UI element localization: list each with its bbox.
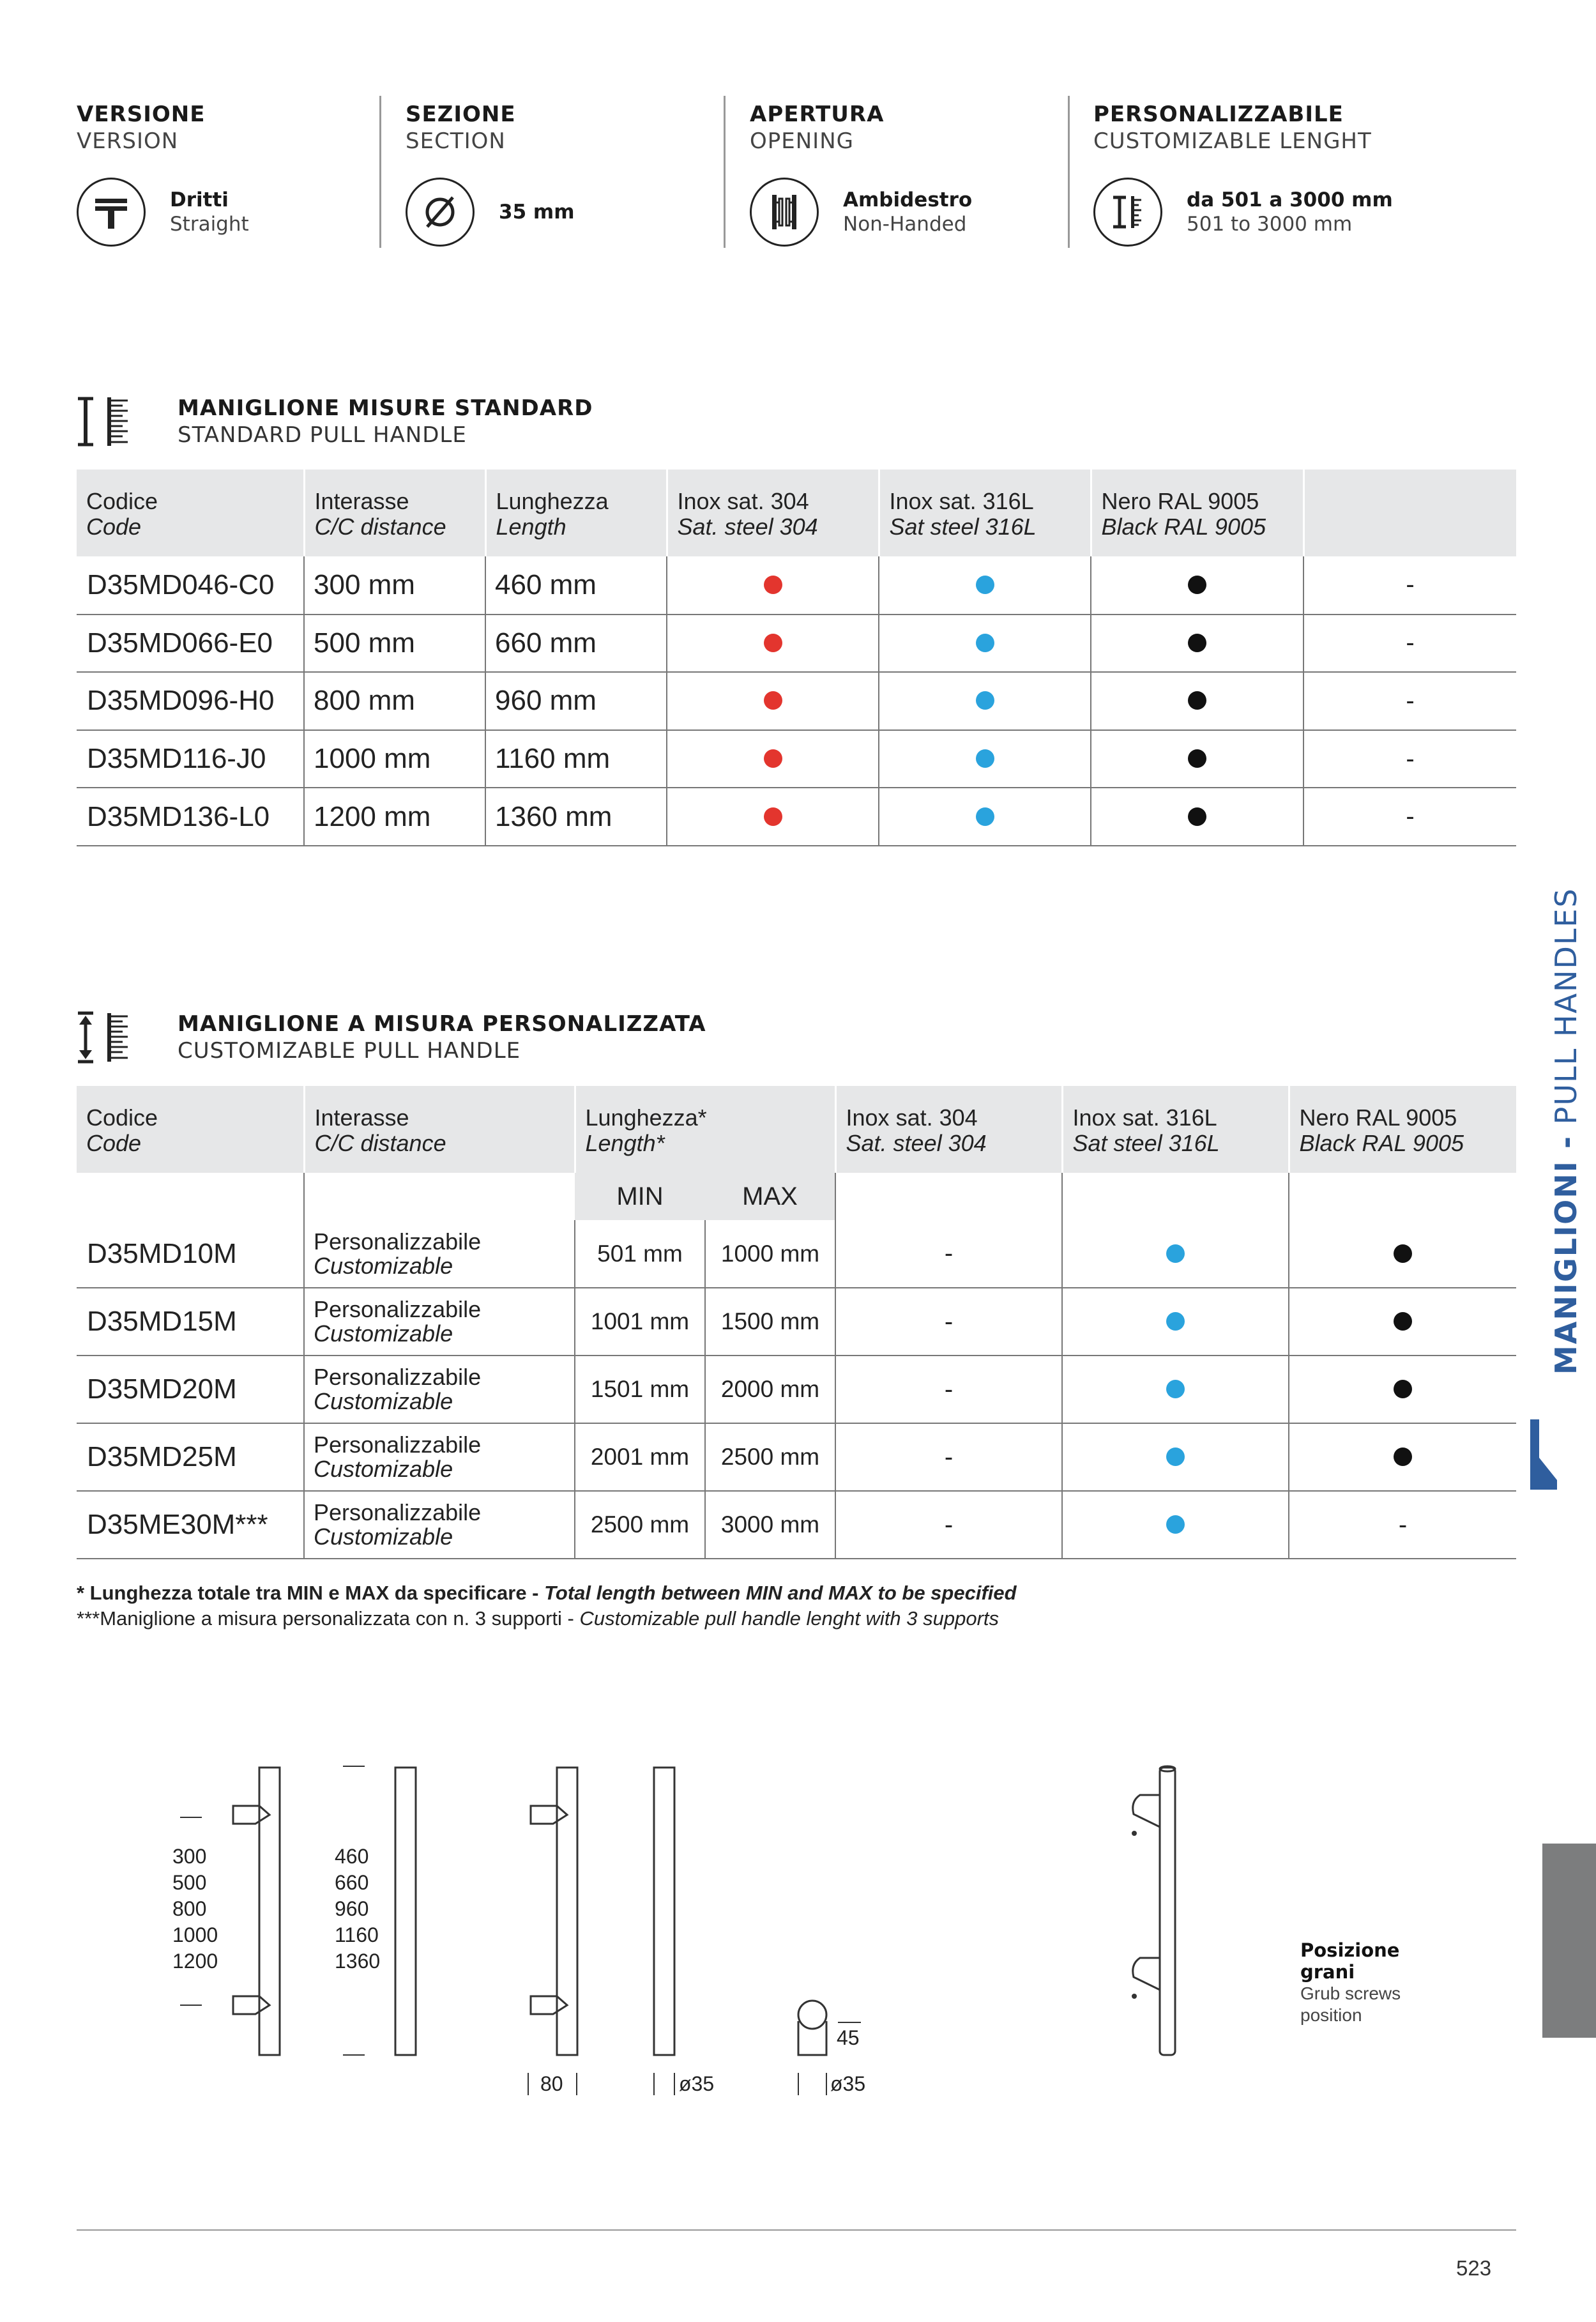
cell-length: 660 mm bbox=[485, 615, 667, 673]
cell-min: 2500 mm bbox=[575, 1491, 705, 1559]
cell-dash: - bbox=[1303, 556, 1516, 615]
standoff-detail bbox=[798, 2021, 826, 2055]
handle-front-bar-2 bbox=[654, 1768, 674, 2055]
cell-cc: 1000 mm bbox=[304, 730, 485, 788]
cell-cc: 800 mm bbox=[304, 672, 485, 730]
cell-cc: Personalizzabile Customizable bbox=[304, 1220, 575, 1288]
spec-version-value: Dritti bbox=[170, 188, 229, 211]
cell-code: D35MD20M bbox=[77, 1356, 304, 1423]
header-black: Nero RAL 9005 Black RAL 9005 bbox=[1091, 470, 1303, 556]
cell-dash: - bbox=[1303, 730, 1516, 788]
spec-version-subtitle: VERSION bbox=[77, 128, 179, 154]
footnote-length: * Lunghezza totale tra MIN e MAX da specificare - Total length between MIN and MAX to be specified bbox=[77, 1582, 1017, 1604]
cell-dash: - bbox=[835, 1356, 1062, 1423]
section-side-tab bbox=[1521, 875, 1583, 1399]
min-label: MIN bbox=[575, 1173, 705, 1220]
header-code: Codice Code bbox=[77, 1086, 304, 1173]
cell-max: 1000 mm bbox=[705, 1220, 835, 1288]
custom-subtitle: CUSTOMIZABLE PULL HANDLE bbox=[178, 1038, 521, 1064]
handle-side-bar bbox=[259, 1768, 280, 2055]
cell-length: 460 mm bbox=[485, 556, 667, 615]
cell-code: D35MD096-H0 bbox=[77, 672, 304, 730]
cell-dash: - bbox=[1303, 672, 1516, 730]
cell-code: D35MD136-L0 bbox=[77, 788, 304, 846]
cell-max: 2500 mm bbox=[705, 1423, 835, 1491]
cell-cc: 500 mm bbox=[304, 615, 485, 673]
max-label: MAX bbox=[705, 1173, 835, 1220]
grub-screw-handle bbox=[1160, 1768, 1175, 2055]
grub-screw-icon bbox=[1132, 1831, 1137, 1836]
spec-custom-value-en: 501 to 3000 mm bbox=[1187, 213, 1353, 236]
standoff-top bbox=[233, 1806, 270, 1824]
header-steel-304: Inox sat. 304 Sat. steel 304 bbox=[667, 470, 879, 556]
page-number: 523 bbox=[1456, 2256, 1492, 2280]
cell-min: 1501 mm bbox=[575, 1356, 705, 1423]
cell-dash: - bbox=[835, 1423, 1062, 1491]
diameter-dimension: ø35 bbox=[679, 2072, 715, 2095]
standard-title: MANIGLIONE MISURE STANDARD bbox=[178, 395, 593, 421]
cell-code: D35MD066-E0 bbox=[77, 615, 304, 673]
custom-title: MANIGLIONE A MISURA PERSONALIZZATA bbox=[178, 1011, 706, 1037]
footnote-supports: ***Maniglione a misura personalizzata con n. 3 supporti - Customizable pull handle lenght with 3 supports bbox=[77, 1607, 999, 1630]
cell-max: 3000 mm bbox=[705, 1491, 835, 1559]
spec-custom-title: PERSONALIZZABILE bbox=[1093, 102, 1344, 127]
side-tab-thin: PULL HANDLES bbox=[1549, 887, 1583, 1135]
cell-min: 2001 mm bbox=[575, 1423, 705, 1491]
spec-opening-value-en: Non-Handed bbox=[843, 213, 967, 236]
cell-cc: Personalizzabile Customizable bbox=[304, 1423, 575, 1491]
cell-code: D35ME30M*** bbox=[77, 1491, 304, 1559]
handle-side-bar-2 bbox=[557, 1768, 577, 2055]
header-black: Nero RAL 9005 Black RAL 9005 bbox=[1289, 1086, 1516, 1173]
cell-cc: Personalizzabile Customizable bbox=[304, 1491, 575, 1559]
cell-dash: - bbox=[1303, 788, 1516, 846]
spec-custom-value: da 501 a 3000 mm bbox=[1187, 188, 1393, 211]
spec-custom-subtitle: CUSTOMIZABLE LENGHT bbox=[1093, 128, 1372, 154]
cell-dash: - bbox=[1303, 615, 1516, 673]
cell-code: D35MD10M bbox=[77, 1220, 304, 1288]
cell-cc: 1200 mm bbox=[304, 788, 485, 846]
header-steel-304: Inox sat. 304 Sat. steel 304 bbox=[835, 1086, 1062, 1173]
header-length: Lunghezza* Length* bbox=[575, 1086, 835, 1173]
header-cc: Interasse C/C distance bbox=[304, 1086, 575, 1173]
gray-tab-marker bbox=[1542, 1844, 1596, 2038]
cell-length: 1160 mm bbox=[485, 730, 667, 788]
header-length: Lunghezza Length bbox=[485, 470, 667, 556]
cell-cc: Personalizzabile Customizable bbox=[304, 1356, 575, 1423]
side-tab-bold: MANIGLIONI - bbox=[1549, 1135, 1583, 1375]
cell-cc: 300 mm bbox=[304, 556, 485, 615]
cell-max: 1500 mm bbox=[705, 1288, 835, 1356]
cell-max: 2000 mm bbox=[705, 1356, 835, 1423]
cell-min: 1001 mm bbox=[575, 1288, 705, 1356]
cell-code: D35MD25M bbox=[77, 1423, 304, 1491]
cell-dash: - bbox=[835, 1491, 1062, 1559]
cell-code: D35MD116-J0 bbox=[77, 730, 304, 788]
handle-brand-icon bbox=[1528, 1419, 1560, 1490]
grub-screw-icon bbox=[1132, 1994, 1137, 1999]
spec-section-subtitle: SECTION bbox=[406, 128, 506, 154]
header-code: Codice Code bbox=[77, 470, 304, 556]
cc-dimension-list: 300 500 800 1000 1200 bbox=[172, 1845, 218, 1973]
header-steel-316: Inox sat. 316L Sat steel 316L bbox=[1062, 1086, 1289, 1173]
spec-section-title: SEZIONE bbox=[406, 102, 516, 127]
cell-length: 1360 mm bbox=[485, 788, 667, 846]
spec-version-value-en: Straight bbox=[170, 213, 249, 236]
cell-code: D35MD046-C0 bbox=[77, 556, 304, 615]
diameter-dimension-2: ø35 bbox=[830, 2072, 866, 2095]
cell-dash: - bbox=[1289, 1491, 1516, 1559]
standoff-bottom bbox=[233, 1996, 270, 2014]
length-dimension-list: 460 660 960 1160 1360 bbox=[335, 1845, 381, 1973]
depth-dimension: 80 bbox=[540, 2072, 563, 2095]
cell-dash: - bbox=[835, 1220, 1062, 1288]
spec-opening-title: APERTURA bbox=[750, 102, 885, 127]
grub-screws-caption: Posizione grani Grub screws position bbox=[1300, 1939, 1401, 2025]
cell-dash: - bbox=[835, 1288, 1062, 1356]
cell-code: D35MD15M bbox=[77, 1288, 304, 1356]
spec-opening-value: Ambidestro bbox=[843, 188, 973, 211]
cell-cc: Personalizzabile Customizable bbox=[304, 1288, 575, 1356]
standard-subtitle: STANDARD PULL HANDLE bbox=[178, 422, 467, 448]
spec-version-title: VERSIONE bbox=[77, 102, 206, 127]
cell-min: 501 mm bbox=[575, 1220, 705, 1288]
header-steel-316: Inox sat. 316L Sat steel 316L bbox=[879, 470, 1091, 556]
header-cc: Interasse C/C distance bbox=[304, 470, 485, 556]
spec-opening-subtitle: OPENING bbox=[750, 128, 854, 154]
cell-length: 960 mm bbox=[485, 672, 667, 730]
footer-divider bbox=[77, 2229, 1516, 2231]
handle-front-bar bbox=[395, 1768, 416, 2055]
foot-dimension: 45 bbox=[837, 2026, 860, 2049]
spec-section-value: 35 mm bbox=[499, 201, 575, 224]
